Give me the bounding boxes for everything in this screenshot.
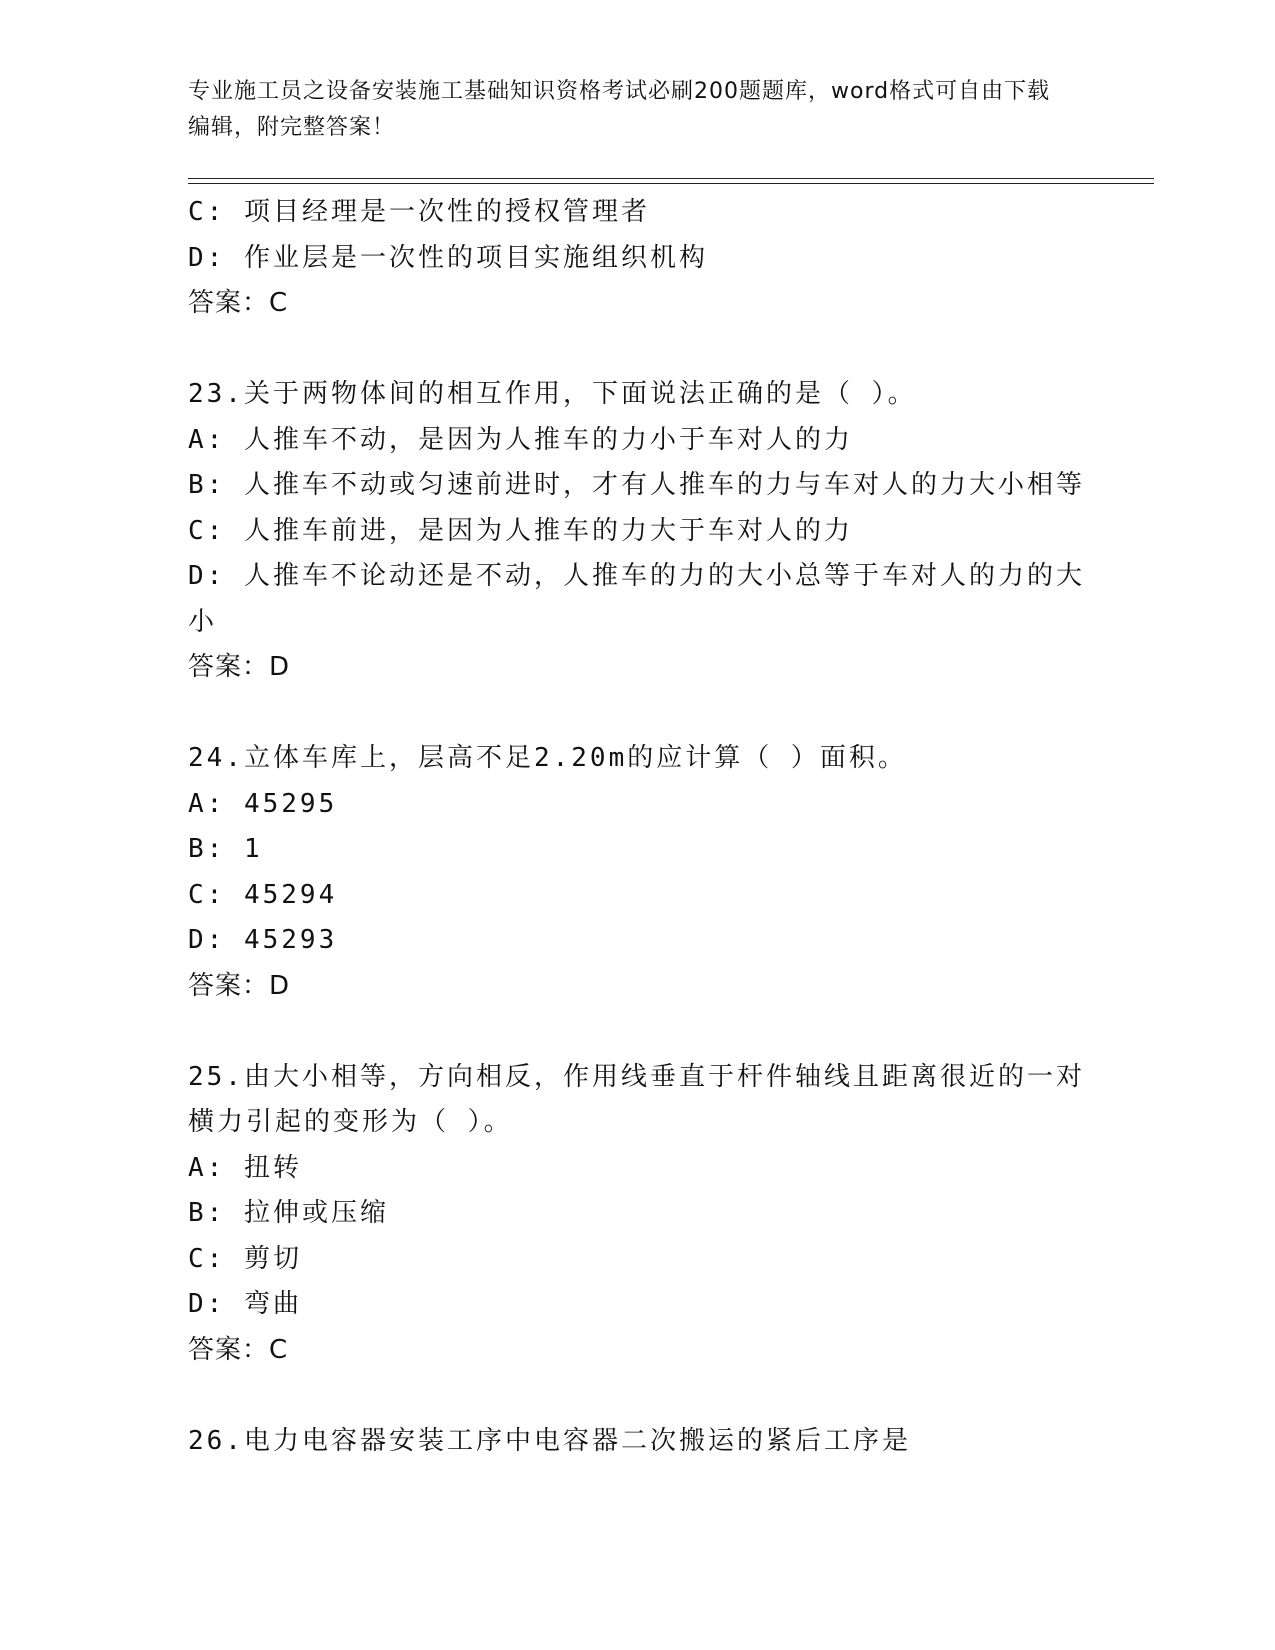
option-letter: D: bbox=[188, 1289, 226, 1319]
option-letter: C: bbox=[188, 879, 226, 910]
option-letter: A: bbox=[188, 1152, 226, 1183]
option-letter: C: bbox=[188, 515, 226, 546]
option-letter: D: bbox=[188, 925, 226, 955]
option-letter: C: bbox=[188, 197, 226, 227]
answer-line: 答案：C bbox=[188, 288, 289, 318]
option-line bbox=[188, 236, 1088, 282]
option-letter: B: bbox=[188, 834, 226, 864]
header-title: 专业施工员之设备安装施工基础知识资格考试必刷200题题库，word格式可自由下载编辑，附完整答案！ bbox=[188, 79, 1051, 140]
question-stem: 23.关于两物体间的相互作用，下面说法正确的是（ ）。 bbox=[188, 379, 917, 409]
option-text: 45293 bbox=[243, 925, 338, 955]
option-letter: D: bbox=[188, 561, 226, 591]
option-text: 人推车不动或匀速前进时，才有人推车的力与车对人的力大小相等 bbox=[243, 470, 1085, 500]
option-text: 45294 bbox=[243, 879, 338, 910]
option-line bbox=[188, 918, 1088, 964]
option-letter: A: bbox=[188, 788, 226, 819]
option-line bbox=[188, 1191, 1088, 1237]
spacer bbox=[188, 1009, 1088, 1055]
option-line bbox=[188, 873, 1088, 919]
option-line bbox=[188, 782, 1088, 828]
option-text: 拉伸或压缩 bbox=[243, 1198, 389, 1228]
option-text: 人推车不论动还是不动，人推车的力的大小总等于车对人的力的大小 bbox=[188, 561, 1085, 637]
question-stem: 26.电力电容器安装工序中电容器二次搬运的紧后工序是 bbox=[188, 1425, 911, 1456]
option-line bbox=[188, 418, 1088, 464]
option-letter: D: bbox=[188, 242, 226, 273]
option-line bbox=[188, 190, 1088, 236]
option-text: 45295 bbox=[243, 788, 338, 819]
option-text: 项目经理是一次性的授权管理者 bbox=[243, 197, 650, 227]
option-text: 剪切 bbox=[243, 1243, 302, 1274]
option-text: 人推车不动，是因为人推车的力小于车对人的力 bbox=[243, 424, 853, 455]
option-text: 作业层是一次性的项目实施组织机构 bbox=[243, 242, 708, 273]
option-line bbox=[188, 1146, 1088, 1192]
spacer bbox=[188, 691, 1088, 737]
option-letter: B: bbox=[188, 1198, 226, 1228]
spacer bbox=[188, 1373, 1088, 1419]
option-line bbox=[188, 827, 1088, 873]
spacer bbox=[188, 327, 1088, 373]
option-text: 弯曲 bbox=[243, 1289, 302, 1319]
question-stem: 25.由大小相等，方向相反，作用线垂直于杆件轴线且距离很近的一对横力引起的变形为（ ）。 bbox=[188, 1061, 1085, 1137]
option-text: 扭转 bbox=[243, 1152, 302, 1183]
option-text: 1 bbox=[243, 834, 263, 864]
answer-line: 答案：C bbox=[188, 1334, 289, 1365]
header-rule-bottom bbox=[188, 183, 1154, 184]
answer-line: 答案：D bbox=[188, 970, 291, 1001]
option-letter: A: bbox=[188, 424, 226, 455]
answer-line: 答案：D bbox=[188, 652, 291, 682]
question-list bbox=[188, 190, 1088, 1464]
option-line bbox=[188, 509, 1088, 555]
option-text: 人推车前进，是因为人推车的力大于车对人的力 bbox=[243, 515, 853, 546]
option-line bbox=[188, 1237, 1088, 1283]
option-line bbox=[188, 1282, 1088, 1328]
option-letter: B: bbox=[188, 470, 226, 500]
header-rule-top bbox=[188, 178, 1154, 179]
option-line bbox=[188, 554, 1088, 645]
question-stem: 24.立体车库上，层高不足2.20m的应计算（ ）面积。 bbox=[188, 743, 907, 773]
document-header bbox=[188, 74, 1068, 146]
option-line bbox=[188, 463, 1088, 509]
option-letter: C: bbox=[188, 1243, 226, 1274]
